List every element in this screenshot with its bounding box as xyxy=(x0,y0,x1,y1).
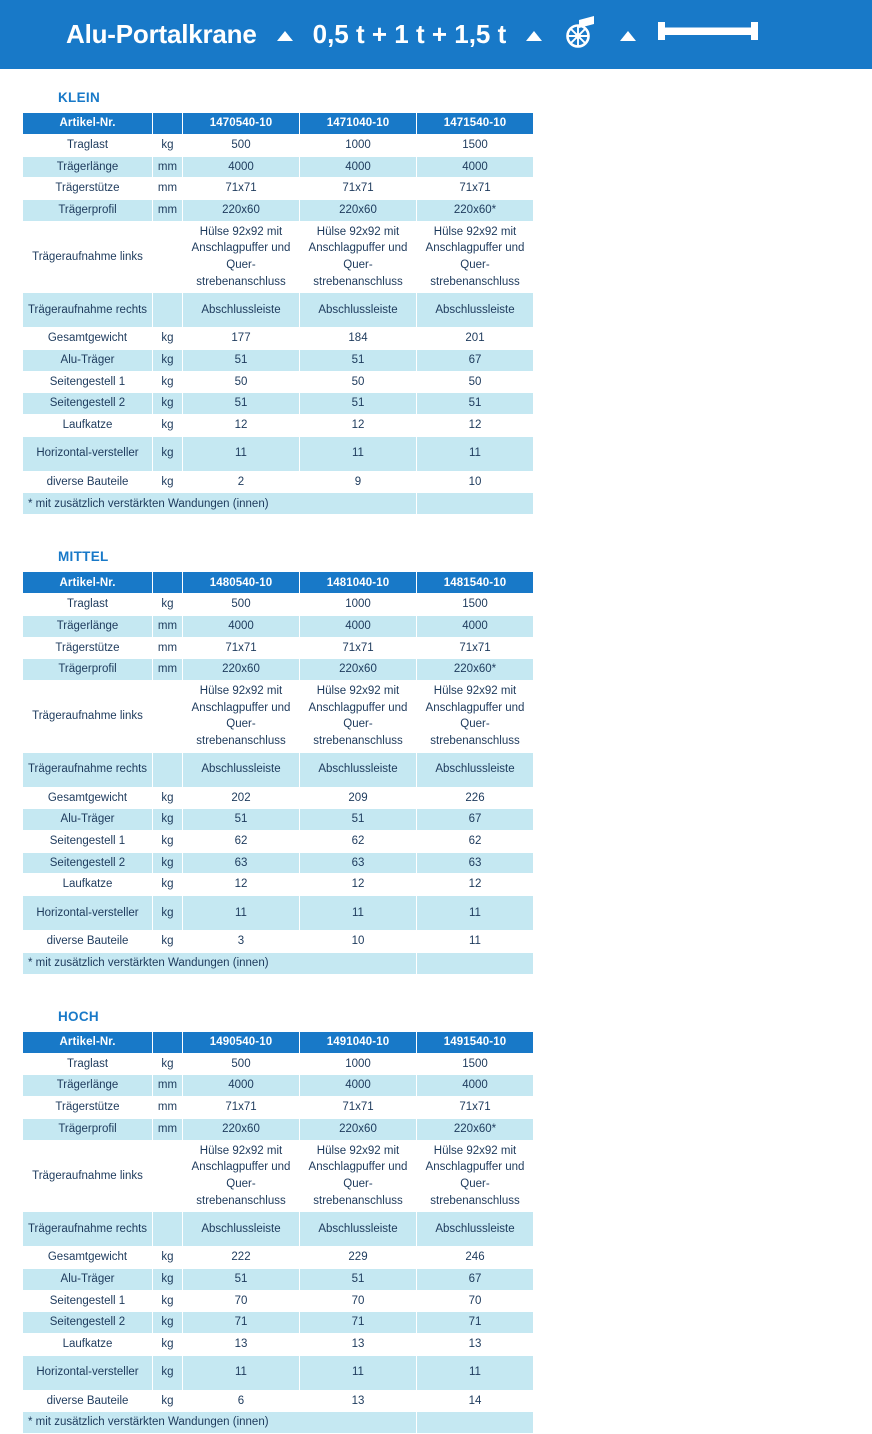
table-row xyxy=(23,293,533,327)
row-unit xyxy=(153,1212,182,1246)
column-header-article-number: 1470540-10 xyxy=(183,113,299,134)
table-row xyxy=(23,1356,533,1390)
table-row xyxy=(23,350,533,371)
row-label: Seitengestell 1 xyxy=(23,831,152,852)
table-row xyxy=(23,1269,533,1290)
column-header-unit xyxy=(153,1032,182,1053)
row-value: Hülse 92x92 mit Anschlagpuffer und Quer-strebenanschluss xyxy=(300,1141,416,1212)
row-value: 71x71 xyxy=(417,178,533,199)
row-value: 51 xyxy=(183,809,299,830)
column-header-article-number: 1480540-10 xyxy=(183,572,299,593)
row-label: Alu-Träger xyxy=(23,350,152,371)
column-header-article-number: 1491040-10 xyxy=(300,1032,416,1053)
row-value: 62 xyxy=(417,831,533,852)
table-row xyxy=(23,178,533,199)
row-value: 51 xyxy=(417,393,533,414)
triangle-up-icon xyxy=(620,31,636,41)
row-value: 202 xyxy=(183,788,299,809)
row-value: Abschlussleiste xyxy=(300,753,416,787)
row-value: Abschlussleiste xyxy=(183,1212,299,1246)
row-value: 11 xyxy=(417,896,533,930)
row-label: Trägeraufnahme rechts xyxy=(23,1212,152,1246)
spec-table-mittel xyxy=(22,571,534,974)
row-unit: kg xyxy=(153,415,182,436)
table-footnote-row xyxy=(23,493,533,514)
row-value: 51 xyxy=(183,350,299,371)
row-value: 11 xyxy=(417,931,533,952)
row-label: Traglast xyxy=(23,135,152,156)
row-value: 177 xyxy=(183,328,299,349)
table-row xyxy=(23,415,533,436)
column-header-article-number: 1491540-10 xyxy=(417,1032,533,1053)
table-row xyxy=(23,1334,533,1355)
row-label: Alu-Träger xyxy=(23,809,152,830)
row-unit: mm xyxy=(153,638,182,659)
row-value: 13 xyxy=(300,1391,416,1412)
row-value: 11 xyxy=(300,896,416,930)
row-unit xyxy=(153,753,182,787)
row-value: Abschlussleiste xyxy=(417,1212,533,1246)
spec-table-klein xyxy=(22,112,534,515)
row-unit: mm xyxy=(153,157,182,178)
row-value: 229 xyxy=(300,1247,416,1268)
row-unit: kg xyxy=(153,1312,182,1333)
row-value: 220x60 xyxy=(183,659,299,680)
row-value: 11 xyxy=(417,437,533,471)
row-label: diverse Bauteile xyxy=(23,931,152,952)
row-value: 71x71 xyxy=(417,1097,533,1118)
row-unit: kg xyxy=(153,874,182,895)
row-value: 246 xyxy=(417,1247,533,1268)
row-unit: kg xyxy=(153,831,182,852)
table-row xyxy=(23,135,533,156)
page-title: Alu-Portalkrane xyxy=(66,19,257,49)
row-unit: kg xyxy=(153,788,182,809)
i-beam-rail-icon xyxy=(658,18,758,51)
row-value: 63 xyxy=(417,853,533,874)
row-label: Gesamtgewicht xyxy=(23,788,152,809)
row-value: 10 xyxy=(417,472,533,493)
row-value: 71x71 xyxy=(183,178,299,199)
row-value: 11 xyxy=(300,437,416,471)
row-unit: kg xyxy=(153,472,182,493)
footnote-spacer xyxy=(417,1412,533,1433)
row-value: 50 xyxy=(183,372,299,393)
table-row xyxy=(23,472,533,493)
row-value: 500 xyxy=(183,594,299,615)
row-value: 201 xyxy=(417,328,533,349)
row-value: 62 xyxy=(300,831,416,852)
row-value: 4000 xyxy=(183,1075,299,1096)
row-label: Laufkatze xyxy=(23,415,152,436)
row-value: 67 xyxy=(417,350,533,371)
table-row xyxy=(23,853,533,874)
table-row xyxy=(23,616,533,637)
spec-tables-container xyxy=(0,74,872,1434)
table-row xyxy=(23,681,533,752)
row-value: 71x71 xyxy=(300,1097,416,1118)
row-value: Hülse 92x92 mit Anschlagpuffer und Quer-strebenanschluss xyxy=(183,1141,299,1212)
row-value: 4000 xyxy=(417,616,533,637)
spec-section-mittel xyxy=(22,533,530,974)
row-unit: kg xyxy=(153,931,182,952)
column-header-article: Artikel-Nr. xyxy=(23,1032,152,1053)
row-value: 67 xyxy=(417,809,533,830)
row-value: 9 xyxy=(300,472,416,493)
row-label: Trägeraufnahme links xyxy=(23,222,152,293)
row-value: Hülse 92x92 mit Anschlagpuffer und Quer-strebenanschluss xyxy=(417,681,533,752)
row-label: Trägeraufnahme links xyxy=(23,1141,152,1212)
table-footnote-row xyxy=(23,1412,533,1433)
row-unit: kg xyxy=(153,896,182,930)
triangle-up-icon xyxy=(526,31,542,41)
row-value: Abschlussleiste xyxy=(183,753,299,787)
row-label: Trägerlänge xyxy=(23,1075,152,1096)
row-label: Trägerprofil xyxy=(23,659,152,680)
footnote-text: * mit zusätzlich verstärkten Wandungen (innen) xyxy=(23,1412,416,1433)
table-row xyxy=(23,328,533,349)
table-row xyxy=(23,1119,533,1140)
row-value: 51 xyxy=(300,1269,416,1290)
table-row xyxy=(23,157,533,178)
row-value: Abschlussleiste xyxy=(300,293,416,327)
row-value: 500 xyxy=(183,1054,299,1075)
row-value: 13 xyxy=(183,1334,299,1355)
row-value: 4000 xyxy=(417,157,533,178)
row-label: Trägerstütze xyxy=(23,178,152,199)
caster-wheel-icon xyxy=(564,15,598,54)
table-row xyxy=(23,659,533,680)
table-row xyxy=(23,1075,533,1096)
row-unit xyxy=(153,681,182,752)
row-value: 12 xyxy=(417,874,533,895)
row-value: 70 xyxy=(417,1291,533,1312)
column-header-article: Artikel-Nr. xyxy=(23,113,152,134)
table-row xyxy=(23,1312,533,1333)
row-label: Seitengestell 1 xyxy=(23,1291,152,1312)
row-label: Seitengestell 2 xyxy=(23,853,152,874)
row-value: 51 xyxy=(183,1269,299,1290)
column-header-unit xyxy=(153,113,182,134)
row-unit: kg xyxy=(153,350,182,371)
table-row xyxy=(23,638,533,659)
row-value: 10 xyxy=(300,931,416,952)
table-row xyxy=(23,788,533,809)
row-unit: mm xyxy=(153,1075,182,1096)
row-value: 184 xyxy=(300,328,416,349)
table-row xyxy=(23,594,533,615)
row-value: 50 xyxy=(417,372,533,393)
row-value: 70 xyxy=(183,1291,299,1312)
row-unit: mm xyxy=(153,1119,182,1140)
row-value: 13 xyxy=(417,1334,533,1355)
row-value: 71 xyxy=(417,1312,533,1333)
row-value: 220x60 xyxy=(300,659,416,680)
row-label: Horizontal-versteller xyxy=(23,437,152,471)
row-label: Seitengestell 2 xyxy=(23,1312,152,1333)
row-value: 1500 xyxy=(417,135,533,156)
row-value: 11 xyxy=(183,1356,299,1390)
row-label: Trägerlänge xyxy=(23,616,152,637)
row-label: Trägerstütze xyxy=(23,638,152,659)
column-header-article-number: 1481040-10 xyxy=(300,572,416,593)
row-label: diverse Bauteile xyxy=(23,1391,152,1412)
row-label: Trägerprofil xyxy=(23,200,152,221)
table-row xyxy=(23,200,533,221)
row-label: Horizontal-versteller xyxy=(23,896,152,930)
row-unit xyxy=(153,293,182,327)
row-value: Abschlussleiste xyxy=(300,1212,416,1246)
row-value: 4000 xyxy=(183,616,299,637)
row-label: Alu-Träger xyxy=(23,1269,152,1290)
row-value: 4000 xyxy=(183,157,299,178)
row-unit: kg xyxy=(153,853,182,874)
row-value: Abschlussleiste xyxy=(417,293,533,327)
row-label: Traglast xyxy=(23,1054,152,1075)
row-unit: kg xyxy=(153,328,182,349)
table-row xyxy=(23,1391,533,1412)
row-value: 220x60 xyxy=(300,1119,416,1140)
table-row xyxy=(23,1291,533,1312)
row-value: 4000 xyxy=(300,616,416,637)
table-row xyxy=(23,931,533,952)
row-value: 4000 xyxy=(300,1075,416,1096)
section-title-hoch: HOCH xyxy=(58,1008,99,1024)
row-label: Trägerprofil xyxy=(23,1119,152,1140)
row-unit: kg xyxy=(153,1247,182,1268)
row-value: 71x71 xyxy=(300,178,416,199)
row-value: 51 xyxy=(300,350,416,371)
table-row xyxy=(23,1097,533,1118)
row-value: 1000 xyxy=(300,1054,416,1075)
table-row xyxy=(23,222,533,293)
row-value: 71x71 xyxy=(300,638,416,659)
row-value: Hülse 92x92 mit Anschlagpuffer und Quer-strebenanschluss xyxy=(417,222,533,293)
row-value: 1000 xyxy=(300,594,416,615)
table-row xyxy=(23,1212,533,1246)
row-value: 50 xyxy=(300,372,416,393)
row-unit: mm xyxy=(153,616,182,637)
row-unit xyxy=(153,1141,182,1212)
row-label: Laufkatze xyxy=(23,874,152,895)
table-row xyxy=(23,753,533,787)
row-value: 3 xyxy=(183,931,299,952)
row-unit: mm xyxy=(153,1097,182,1118)
row-value: 222 xyxy=(183,1247,299,1268)
row-value: 1500 xyxy=(417,1054,533,1075)
row-value: 51 xyxy=(183,393,299,414)
row-value: 220x60* xyxy=(417,659,533,680)
spec-table-hoch xyxy=(22,1031,534,1434)
section-title-mittel: MITTEL xyxy=(58,549,109,565)
row-value: 4000 xyxy=(417,1075,533,1096)
row-unit xyxy=(153,222,182,293)
row-label: Traglast xyxy=(23,594,152,615)
row-value: 209 xyxy=(300,788,416,809)
row-value: 220x60* xyxy=(417,1119,533,1140)
row-value: Hülse 92x92 mit Anschlagpuffer und Quer-strebenanschluss xyxy=(300,681,416,752)
row-label: Horizontal-versteller xyxy=(23,1356,152,1390)
row-unit: kg xyxy=(153,809,182,830)
row-value: 500 xyxy=(183,135,299,156)
row-value: 12 xyxy=(300,874,416,895)
row-value: 71 xyxy=(183,1312,299,1333)
table-row xyxy=(23,372,533,393)
table-header-row xyxy=(23,572,533,593)
row-unit: kg xyxy=(153,1054,182,1075)
row-value: 220x60 xyxy=(183,1119,299,1140)
row-unit: mm xyxy=(153,200,182,221)
table-row xyxy=(23,831,533,852)
table-header-row xyxy=(23,1032,533,1053)
page-header-banner xyxy=(0,0,872,69)
row-value: Abschlussleiste xyxy=(183,293,299,327)
row-value: 71x71 xyxy=(183,638,299,659)
row-value: 71x71 xyxy=(183,1097,299,1118)
footnote-spacer xyxy=(417,493,533,514)
spec-section-klein xyxy=(22,74,530,515)
row-label: Trägerlänge xyxy=(23,157,152,178)
row-unit: mm xyxy=(153,178,182,199)
table-footnote-row xyxy=(23,953,533,974)
row-unit: kg xyxy=(153,135,182,156)
row-label: Trägeraufnahme links xyxy=(23,681,152,752)
row-value: 51 xyxy=(300,393,416,414)
table-row xyxy=(23,437,533,471)
row-label: Seitengestell 2 xyxy=(23,393,152,414)
row-unit: mm xyxy=(153,659,182,680)
load-capacity-label: 0,5 t + 1 t + 1,5 t xyxy=(312,19,507,49)
row-value: 63 xyxy=(183,853,299,874)
column-header-article-number: 1471040-10 xyxy=(300,113,416,134)
row-unit: kg xyxy=(153,437,182,471)
row-label: Trägeraufnahme rechts xyxy=(23,293,152,327)
spec-section-hoch xyxy=(22,993,530,1434)
row-value: 62 xyxy=(183,831,299,852)
row-value: 11 xyxy=(300,1356,416,1390)
row-value: 4000 xyxy=(300,157,416,178)
row-label: diverse Bauteile xyxy=(23,472,152,493)
row-value: Hülse 92x92 mit Anschlagpuffer und Quer-strebenanschluss xyxy=(417,1141,533,1212)
row-unit: kg xyxy=(153,393,182,414)
row-value: 1000 xyxy=(300,135,416,156)
table-row xyxy=(23,1054,533,1075)
row-label: Laufkatze xyxy=(23,1334,152,1355)
row-unit: kg xyxy=(153,1334,182,1355)
table-row xyxy=(23,1247,533,1268)
row-value: Hülse 92x92 mit Anschlagpuffer und Quer-strebenanschluss xyxy=(183,222,299,293)
row-value: 11 xyxy=(183,437,299,471)
row-value: 70 xyxy=(300,1291,416,1312)
triangle-up-icon xyxy=(277,31,293,41)
column-header-article: Artikel-Nr. xyxy=(23,572,152,593)
column-header-article-number: 1490540-10 xyxy=(183,1032,299,1053)
row-label: Seitengestell 1 xyxy=(23,372,152,393)
row-value: 71x71 xyxy=(417,638,533,659)
footnote-text: * mit zusätzlich verstärkten Wandungen (innen) xyxy=(23,493,416,514)
table-row xyxy=(23,874,533,895)
section-title-klein: KLEIN xyxy=(58,90,100,105)
row-value: 12 xyxy=(183,874,299,895)
row-value: 13 xyxy=(300,1334,416,1355)
row-label: Trägerstütze xyxy=(23,1097,152,1118)
row-value: 11 xyxy=(183,896,299,930)
row-label: Gesamtgewicht xyxy=(23,328,152,349)
table-row xyxy=(23,393,533,414)
row-value: Abschlussleiste xyxy=(417,753,533,787)
row-unit: kg xyxy=(153,1269,182,1290)
row-label: Trägeraufnahme rechts xyxy=(23,753,152,787)
row-value: 2 xyxy=(183,472,299,493)
row-value: Hülse 92x92 mit Anschlagpuffer und Quer-strebenanschluss xyxy=(183,681,299,752)
column-header-article-number: 1481540-10 xyxy=(417,572,533,593)
row-value: 6 xyxy=(183,1391,299,1412)
row-value: 220x60* xyxy=(417,200,533,221)
row-value: 220x60 xyxy=(183,200,299,221)
row-value: 12 xyxy=(300,415,416,436)
row-value: 12 xyxy=(183,415,299,436)
row-unit: kg xyxy=(153,1291,182,1312)
table-row xyxy=(23,809,533,830)
row-value: 12 xyxy=(417,415,533,436)
row-unit: kg xyxy=(153,1391,182,1412)
row-value: 63 xyxy=(300,853,416,874)
row-value: 11 xyxy=(417,1356,533,1390)
row-value: 51 xyxy=(300,809,416,830)
table-header-row xyxy=(23,113,533,134)
row-value: Hülse 92x92 mit Anschlagpuffer und Quer-strebenanschluss xyxy=(300,222,416,293)
row-unit: kg xyxy=(153,1356,182,1390)
row-value: 67 xyxy=(417,1269,533,1290)
column-header-unit xyxy=(153,572,182,593)
row-unit: kg xyxy=(153,594,182,615)
row-value: 226 xyxy=(417,788,533,809)
footnote-spacer xyxy=(417,953,533,974)
column-header-article-number: 1471540-10 xyxy=(417,113,533,134)
table-row xyxy=(23,1141,533,1212)
row-value: 71 xyxy=(300,1312,416,1333)
row-label: Gesamtgewicht xyxy=(23,1247,152,1268)
footnote-text: * mit zusätzlich verstärkten Wandungen (innen) xyxy=(23,953,416,974)
row-value: 14 xyxy=(417,1391,533,1412)
row-unit: kg xyxy=(153,372,182,393)
row-value: 220x60 xyxy=(300,200,416,221)
row-value: 1500 xyxy=(417,594,533,615)
table-row xyxy=(23,896,533,930)
